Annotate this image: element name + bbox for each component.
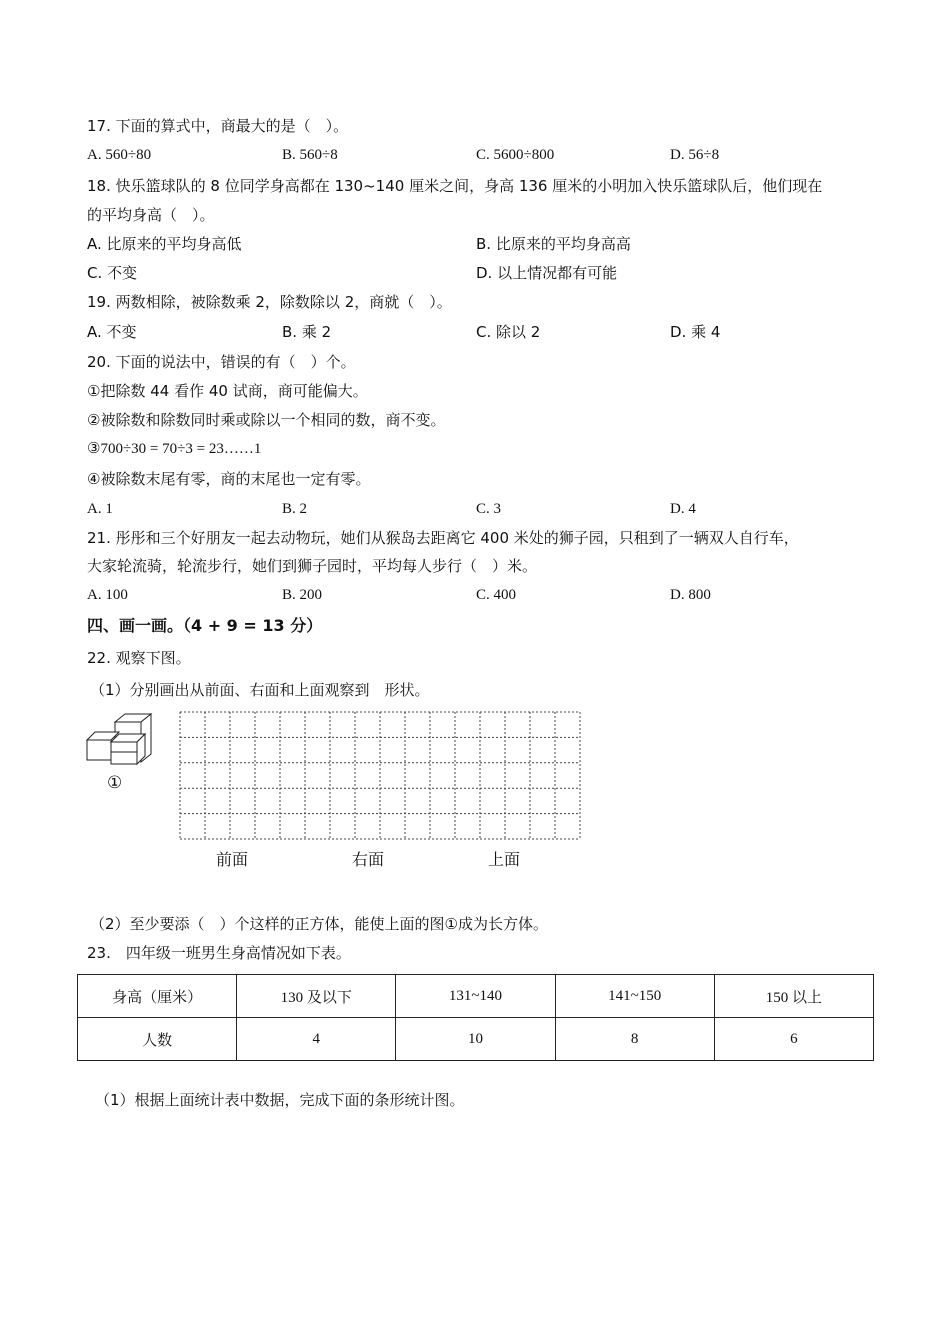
q20-statement-2: ②被除数和除数同时乘或除以一个相同的数，商不变。 [87,411,446,429]
q19-stem: 19. 两数相除，被除数乘 2，除数除以 2，商就（ ）。 [87,293,452,311]
q18-option-c: C. 不变 [87,264,138,282]
grid-label-front: 前面 [216,850,249,869]
height-table [77,974,874,1061]
grid-label-right: 右面 [352,850,385,869]
q17-option-c: C. 5600÷800 [476,147,555,163]
q18-option-d: D. 以上情况都有可能 [476,264,618,282]
q20-option-a: A. 1 [87,501,113,517]
q18-option-b: B. 比原来的平均身高高 [476,235,631,253]
q20-statement-1: ①把除数 44 看作 40 试商，商可能偏大。 [87,382,368,400]
q21-option-c: C. 400 [476,587,517,603]
q20-stem: 20. 下面的说法中，错误的有（ ）个。 [87,353,356,371]
table-header-cell: 150 以上 [714,975,873,1018]
q20-statement-3: ③700÷30 = 70÷3 = 23……1 [87,441,262,457]
q21-stem-line2: 大家轮流骑，轮流步行，她们到狮子园时，平均每人步行（ ）米。 [87,557,538,575]
q17-stem: 17. 下面的算式中，商最大的是（ ）。 [87,117,349,135]
table-row [78,1018,874,1061]
q20-statement-4: ④被除数末尾有零，商的末尾也一定有零。 [87,470,371,488]
q18-stem-line2: 的平均身高（ ）。 [87,206,215,224]
drawing-grid [179,711,581,841]
q23-stem: 23. 四年级一班男生身高情况如下表。 [87,944,351,962]
q22-part2: （2）至少要添（ ）个这样的正方体，能使上面的图①成为长方体。 [90,915,548,933]
table-header-cell: 131~140 [396,975,555,1018]
q22-stem: 22. 观察下图。 [87,649,191,667]
q21-option-a: A. 100 [87,587,128,603]
section-heading: 四、画一画。（4 + 9 = 13 分） [87,616,323,635]
grid-label-top: 上面 [488,850,521,869]
q23-part1: （1）根据上面统计表中数据，完成下面的条形统计图。 [95,1091,465,1109]
q19-option-a: A. 不变 [87,323,137,341]
q17-option-d: D. 56÷8 [670,147,720,163]
table-header-cell: 身高（厘米） [78,975,237,1018]
q19-option-d: D. 乘 4 [670,323,721,341]
q20-option-d: D. 4 [670,501,696,517]
table-header-cell: 141~150 [555,975,714,1018]
figure-label: ① [107,773,123,793]
q22-part1: （1）分别画出从前面、右面和上面观察到 形状。 [90,681,430,699]
table-cell: 8 [555,1018,714,1061]
table-header-cell: 130 及以下 [237,975,396,1018]
table-cell: 人数 [78,1018,237,1061]
q18-stem-line1: 18. 快乐篮球队的 8 位同学身高都在 130~140 厘米之间，身高 136 厘米的小明加入快乐篮球队后，他们现在 [87,177,823,195]
table-header-row [78,975,874,1018]
q21-option-d: D. 800 [670,587,711,603]
q17-option-a: A. 560÷80 [87,147,152,163]
q17-option-b: B. 560÷8 [282,147,338,163]
q19-option-b: B. 乘 2 [282,323,332,341]
q19-option-c: C. 除以 2 [476,323,541,341]
table-cell: 10 [396,1018,555,1061]
q21-stem-line1: 21. 彤彤和三个好朋友一起去动物玩，她们从猴岛去距离它 400 米处的狮子园，只租到了一辆双人自行车， [87,529,799,547]
table-cell: 4 [237,1018,396,1061]
q18-option-a: A. 比原来的平均身高低 [87,235,242,253]
q20-option-c: C. 3 [476,501,502,517]
q20-option-b: B. 2 [282,501,308,517]
table-cell: 6 [714,1018,873,1061]
q21-option-b: B. 200 [282,587,323,603]
